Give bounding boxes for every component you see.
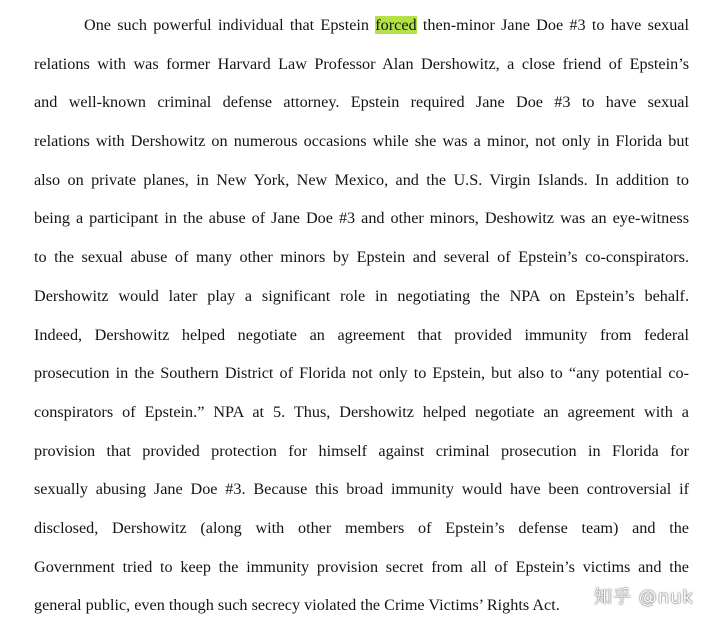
paragraph-line: relations with was former Harvard Law Professor Alan Dershowitz, a close friend of Epstein’s bbox=[34, 54, 689, 73]
paragraph-line: prosecution in the Southern District of Florida not only to Epstein, but also to “any potential co- bbox=[34, 364, 689, 383]
paragraph-line: general public, even though such secrecy violated the Crime Victims’ Rights Act. bbox=[34, 596, 560, 615]
paragraph-line: relations with Dershowitz on numerous occasions while she was a minor, not only in Florida but bbox=[34, 132, 689, 151]
zhihu-watermark: 知乎 @nuk bbox=[594, 587, 694, 608]
paragraph-line: Government tried to keep the immunity provision secret from all of Epstein’s victims and the bbox=[34, 557, 689, 576]
paragraph-line: conspirators of Epstein.” NPA at 5. Thus, Dershowitz helped negotiate an agreement with a bbox=[34, 402, 689, 421]
paragraph-line: Indeed, Dershowitz helped negotiate an agreement that provided immunity from federal bbox=[34, 325, 689, 344]
highlighted-word: forced bbox=[375, 16, 417, 34]
paragraph-line: Dershowitz would later play a significant role in negotiating the NPA on Epstein’s behalf. bbox=[34, 286, 689, 305]
line-text: then-minor Jane Doe #3 to have sexual bbox=[416, 16, 689, 34]
paragraph-line: being a participant in the abuse of Jane Doe #3 and other minors, Deshowitz was an eye-witness bbox=[34, 209, 689, 228]
body-paragraph bbox=[34, 6, 689, 625]
paragraph-line bbox=[34, 6, 689, 45]
paragraph-line: sexually abusing Jane Doe #3. Because this broad immunity would have been controversial if bbox=[34, 480, 689, 499]
line-text: One such powerful individual that Epstein bbox=[84, 16, 376, 34]
paragraph-line: disclosed, Dershowitz (along with other members of Epstein’s defense team) and the bbox=[34, 518, 689, 537]
paragraph-line: and well-known criminal defense attorney. Epstein required Jane Doe #3 to have sexual bbox=[34, 93, 689, 112]
paragraph-line: to the sexual abuse of many other minors by Epstein and several of Epstein’s co-conspirators. bbox=[34, 248, 689, 267]
paragraph-line: provision that provided protection for himself against criminal prosecution in Florida for bbox=[34, 441, 689, 460]
paragraph-line: also on private planes, in New York, New Mexico, and the U.S. Virgin Islands. In addition to bbox=[34, 170, 689, 189]
